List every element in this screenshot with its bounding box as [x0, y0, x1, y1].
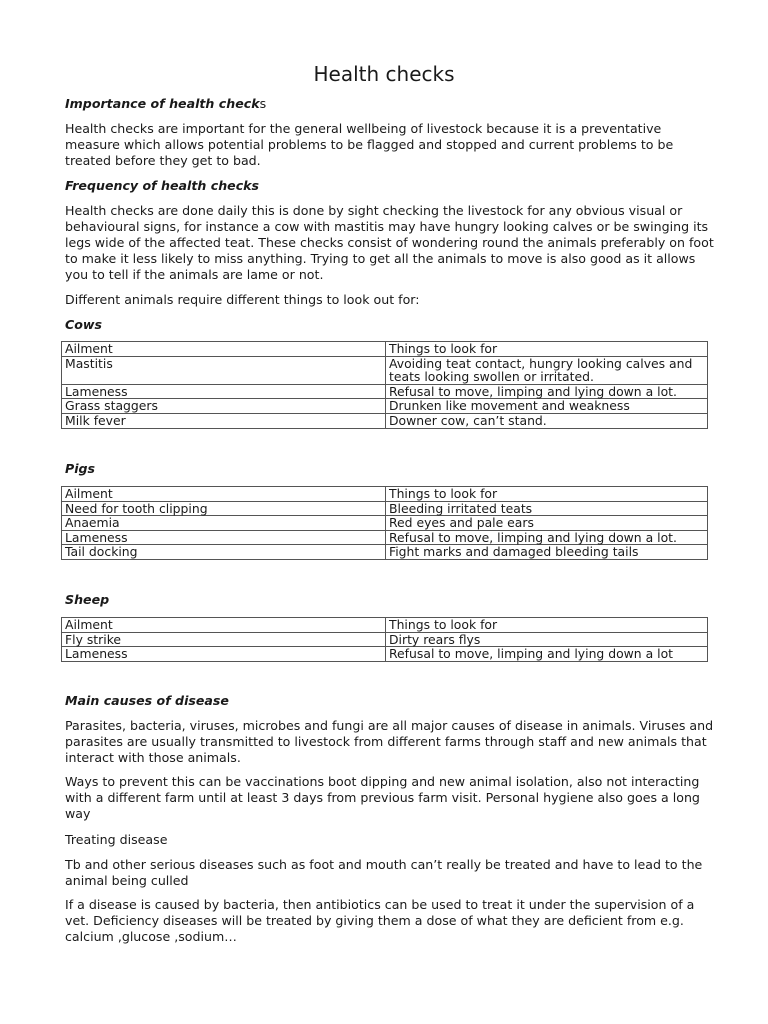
table-row	[62, 530, 708, 545]
importance-heading-main: Importance of health check	[65, 96, 260, 111]
table-cell: Fly strike	[62, 632, 386, 647]
table-cell: Downer cow, can’t stand.	[386, 413, 708, 428]
table-row	[62, 384, 708, 399]
table-cell: Need for tooth clipping	[62, 501, 386, 516]
table-cell: Avoiding teat contact, hungry looking calves and teats looking swollen or irritated.	[386, 356, 708, 384]
table-header-row	[62, 342, 708, 357]
table-cell: Tail docking	[62, 545, 386, 560]
table-row	[62, 501, 708, 516]
table-header-cell: Ailment	[62, 618, 386, 633]
table-header-cell: Things to look for	[386, 342, 708, 357]
frequency-paragraph: Health checks are done daily this is done by sight checking the livestock for any obvious visual or behavioural signs, for instance a cow with mastitis may have hungry looking calves or be swinging its legs wide of the affected teat. These checks consist of wondering round the animals preferably on foot to make it less likely to miss anything. Trying to get all the animals to move is also good as it allows you to tell if the animals are lame or not.	[65, 203, 714, 282]
table-cell: Refusal to move, limping and lying down a lot.	[386, 384, 708, 399]
table-cell: Lameness	[62, 530, 386, 545]
table-cell: Bleeding irritated teats	[386, 501, 708, 516]
table-header-row	[62, 487, 708, 502]
table-header-cell: Ailment	[62, 342, 386, 357]
causes-paragraph-5: If a disease is caused by bacteria, then antibiotics can be used to treat it under the supervision of a vet. Deficiency diseases will be treated by giving them a dose of what they are deficient from e.g. calcium ,glucose ,sodium…	[65, 897, 695, 944]
frequency-intro: Different animals require different things to look out for:	[65, 292, 420, 307]
causes-heading: Main causes of disease	[65, 693, 229, 708]
causes-paragraph-2: Ways to prevent this can be vaccinations boot dipping and new animal isolation, also not interacting with a different farm until at least 3 days from previous farm visit. Personal hygiene also goes a long way	[65, 774, 700, 821]
table-cell: Anaemia	[62, 516, 386, 531]
table-row	[62, 647, 708, 662]
table-row	[62, 545, 708, 560]
table-row	[62, 356, 708, 384]
table-cell: Red eyes and pale ears	[386, 516, 708, 531]
sheep-heading: Sheep	[65, 592, 110, 607]
table-cell: Fight marks and damaged bleeding tails	[386, 545, 708, 560]
treating-disease-label: Treating disease	[65, 832, 168, 847]
cows-heading: Cows	[65, 317, 103, 332]
table-header-row	[62, 618, 708, 633]
table-cell: Dirty rears flys	[386, 632, 708, 647]
table-row	[62, 413, 708, 428]
pigs-heading: Pigs	[65, 461, 96, 476]
table-cell: Mastitis	[62, 356, 386, 384]
importance-heading	[65, 96, 715, 112]
table-header-cell: Ailment	[62, 487, 386, 502]
sheep-table	[61, 617, 708, 662]
importance-heading-tail: s	[259, 96, 267, 111]
causes-paragraph-4: Tb and other serious diseases such as foot and mouth can’t really be treated and have to lead to the animal being culled	[65, 857, 703, 888]
table-cell: Lameness	[62, 647, 386, 662]
table-header-cell: Things to look for	[386, 618, 708, 633]
table-cell: Milk fever	[62, 413, 386, 428]
table-cell: Drunken like movement and weakness	[386, 399, 708, 414]
pigs-table	[61, 486, 708, 560]
table-header-cell: Things to look for	[386, 487, 708, 502]
importance-paragraph: Health checks are important for the general wellbeing of livestock because it is a preventative measure which allows potential problems to be flagged and stopped and current problems to be treated before they get to bad.	[65, 121, 674, 168]
table-row	[62, 516, 708, 531]
table-cell: Lameness	[62, 384, 386, 399]
table-cell: Refusal to move, limping and lying down a lot	[386, 647, 708, 662]
table-row	[62, 632, 708, 647]
table-row	[62, 399, 708, 414]
page-title: Health checks	[313, 62, 455, 86]
cows-table	[61, 341, 708, 429]
table-cell: Refusal to move, limping and lying down a lot.	[386, 530, 708, 545]
causes-paragraph-1: Parasites, bacteria, viruses, microbes and fungi are all major causes of disease in animals. Viruses and parasites are usually transmitted to livestock from different farms through staff and new animals that interact with those animals.	[65, 718, 714, 765]
frequency-heading: Frequency of health checks	[65, 178, 260, 193]
table-cell: Grass staggers	[62, 399, 386, 414]
